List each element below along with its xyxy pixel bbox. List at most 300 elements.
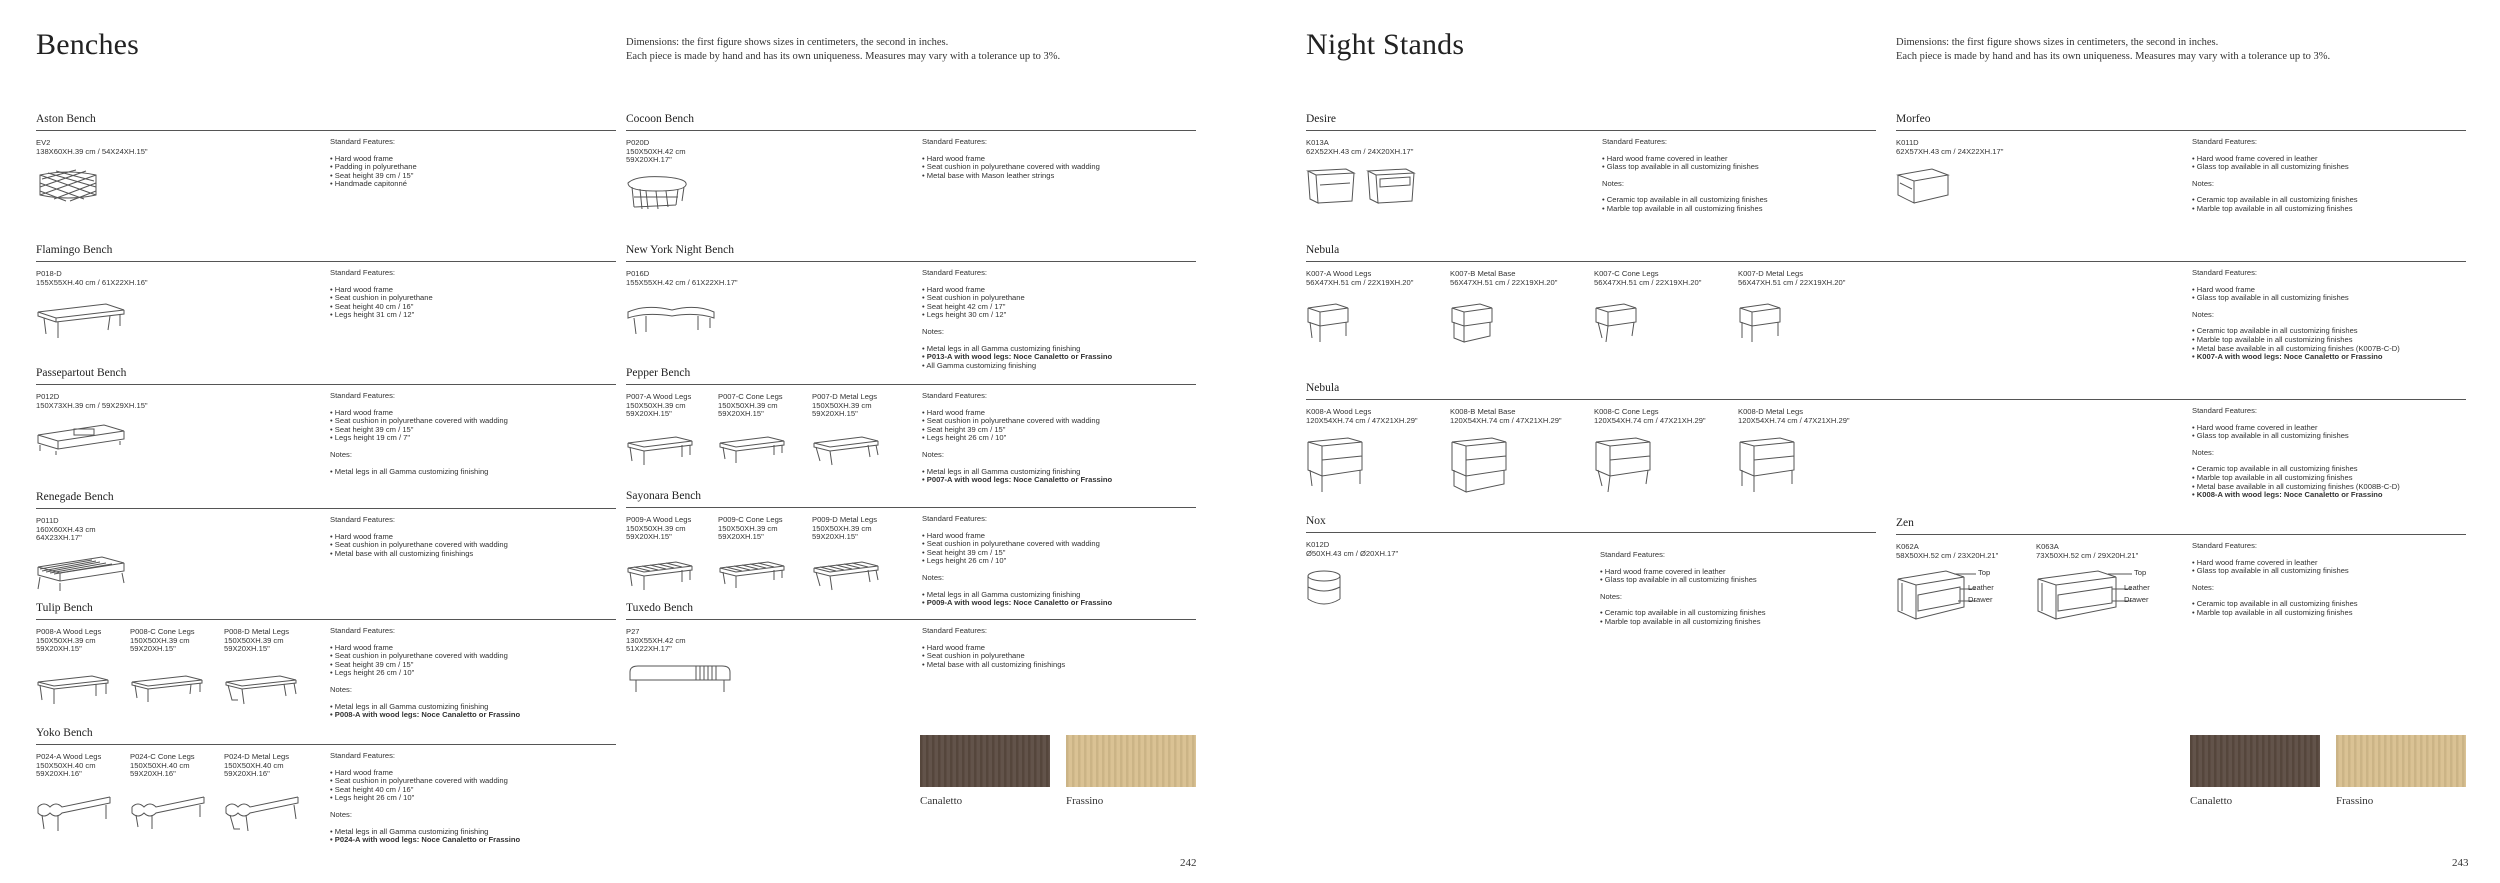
section-title: Flamingo Bench: [36, 244, 616, 262]
note-item: • Ceramic top available in all customizing finishes: [2192, 465, 2400, 474]
feature-item: • Glass top available in all customizing finishes: [2192, 432, 2400, 441]
pepper-bench-cone-legs-drawing: [718, 433, 788, 467]
new-york-night-bench-drawing: [626, 302, 718, 338]
note-item: • P008-A with wood legs: Noce Canaletto or Frassino: [330, 711, 520, 720]
feature-item: • Seat height 39 cm / 15": [330, 172, 417, 181]
note-item: • Metal legs in all Gamma customizing finishing: [922, 345, 1112, 354]
section-flamingo-bench: [36, 244, 616, 320]
variant: [2036, 543, 2138, 560]
feature-item: • Hard wood frame covered in leather: [2192, 424, 2400, 433]
feature-item: • Glass top available in all customizing finishes: [2192, 294, 2400, 303]
variant: [626, 393, 691, 419]
variant: [130, 628, 195, 654]
variant-code: P007-D Metal Legs: [812, 392, 878, 401]
variant-dims: 120X54XH.74 cm / 47X21XH.29": [1738, 415, 1850, 425]
variant-dims: 59X20XH.15": [36, 644, 82, 654]
variant: [626, 516, 691, 542]
nebula-k007b-drawing: [1450, 300, 1496, 346]
features-label: Standard Features:: [922, 626, 988, 635]
swatch-frassino: [2336, 735, 2466, 807]
note-item: • Ceramic top available in all customizing finishes: [2192, 196, 2358, 205]
feature-item: • Hard wood frame: [330, 286, 433, 295]
feature-item: • Metal base with all customizing finishings: [922, 661, 1065, 670]
variant-dims: 59X20XH.15": [718, 409, 764, 419]
variant: [36, 393, 148, 410]
note-item: • P013-A with wood legs: Noce Canaletto or Frassino: [922, 353, 1112, 362]
section-title: New York Night Bench: [626, 244, 1196, 262]
swatch-canaletto: [920, 735, 1050, 807]
feature-item: • Legs height 31 cm / 12": [330, 311, 433, 320]
standard-features: [922, 392, 1112, 485]
variant-dims: 150X50XH.39 cm: [36, 635, 96, 645]
variant-dims: 56X47XH.51 cm / 22X19XH.20": [1450, 277, 1558, 287]
section-cocoon-bench: [626, 113, 1196, 180]
variant: [626, 628, 686, 654]
section-title: Passepartout Bench: [36, 367, 616, 385]
variant: [224, 628, 289, 654]
standard-features: [2192, 542, 2358, 618]
variant-code: P008-A Wood Legs: [36, 627, 102, 636]
feature-item: • Metal base with all customizing finishings: [330, 550, 508, 559]
section-title: Nebula: [1306, 244, 2466, 262]
tulip-bench-wood-legs-drawing: [36, 672, 112, 706]
section-title: Morfeo: [1896, 113, 2466, 131]
variant: [36, 139, 148, 156]
variant: [1896, 139, 2003, 156]
variant: [1896, 543, 1998, 560]
variant: [36, 628, 101, 654]
standard-features: [330, 269, 433, 320]
variant-code: P008-C Cone Legs: [130, 627, 195, 636]
variant-dims: 59X20XH.15": [812, 532, 858, 542]
variant-code: K062A: [1896, 542, 1919, 551]
variant: [718, 393, 783, 419]
variant-dims: 59X20XH.16": [224, 769, 270, 779]
standard-features: [330, 752, 520, 845]
section-title: Tuxedo Bench: [626, 602, 1196, 620]
variant: [1738, 270, 1845, 287]
feature-item: • Hard wood frame covered in leather: [1600, 568, 1766, 577]
standard-features: [2192, 269, 2400, 362]
feature-item: • Seat cushion in polyurethane covered with wadding: [330, 652, 520, 661]
variant-dims: 59X20XH.15": [130, 644, 176, 654]
features-label: Standard Features:: [2192, 268, 2258, 277]
section-aston-bench: [36, 113, 616, 249]
feature-item: • Seat cushion in polyurethane: [922, 294, 1112, 303]
note-item: • Metal base available in all customizing finishes (K008B-C-D): [2192, 483, 2400, 492]
standard-features: [922, 269, 1112, 370]
variant-dims: 56X47XH.51 cm / 22X19XH.20": [1738, 277, 1846, 287]
feature-item: • Seat height 39 cm / 15": [330, 661, 520, 670]
feature-item: • Hard wood frame covered in leather: [1602, 155, 1768, 164]
variant-dims: 62X57XH.43 cm / 24X22XH.17": [1896, 146, 2004, 156]
note-item: • P009-A with wood legs: Noce Canaletto or Frassino: [922, 599, 1112, 608]
variant: [626, 270, 738, 287]
wood-swatch: [2336, 735, 2466, 787]
variant-dims: 150X50XH.39 cm: [812, 400, 872, 410]
page-title: Night Stands: [1306, 28, 1465, 61]
features-label: Standard Features:: [1600, 550, 1666, 559]
features-label: Standard Features:: [2192, 406, 2258, 415]
wood-swatch: [920, 735, 1050, 787]
variant-code: K008-C Cone Legs: [1594, 407, 1659, 416]
nebula-k007c-drawing: [1594, 300, 1640, 346]
variant-code: K008-D Metal Legs: [1738, 407, 1804, 416]
feature-item: • Legs height 26 cm / 10": [330, 794, 520, 803]
features-label: Standard Features:: [330, 137, 396, 146]
section-morfeo: [1896, 113, 2466, 213]
variant-dims: 150X50XH.42 cm: [626, 146, 686, 156]
variant: [36, 517, 96, 543]
variant: [812, 393, 877, 419]
swatch-label: Frassino: [2336, 795, 2374, 807]
yoko-bench-cone-legs-drawing: [130, 793, 210, 835]
variant-code: P018-D: [36, 269, 62, 278]
variant-code: K007-C Cone Legs: [1594, 269, 1659, 278]
variant-code: P024-D Metal Legs: [224, 752, 290, 761]
renegade-bench-drawing: [36, 553, 128, 593]
feature-item: • Seat cushion in polyurethane covered with wadding: [330, 777, 520, 786]
standard-features: [330, 516, 508, 558]
note-item: • Marble top available in all customizing finishes: [2192, 205, 2358, 214]
section-tuxedo-bench: [626, 602, 1196, 669]
feature-item: • Hard wood frame: [330, 409, 508, 418]
variant: [626, 139, 686, 165]
note-item: • Marble top available in all customizing finishes: [2192, 609, 2358, 618]
variant-code: K063A: [2036, 542, 2059, 551]
feature-item: • Hard wood frame covered in leather: [2192, 155, 2358, 164]
nebula-k007d-drawing: [1738, 300, 1784, 346]
section-pepper-bench: [626, 367, 1196, 485]
variant-dims: 62X52XH.43 cm / 24X20XH.17": [1306, 146, 1414, 156]
note-item: • Ceramic top available in all customizing finishes: [1600, 609, 1766, 618]
variant-dims: 155X55XH.42 cm / 61X22XH.17": [626, 277, 738, 287]
feature-item: • Glass top available in all customizing finishes: [1602, 163, 1768, 172]
variant-code: K007-A Wood Legs: [1306, 269, 1372, 278]
variant: [1594, 270, 1701, 287]
variant-code: P009-C Cone Legs: [718, 515, 783, 524]
note-item: • Marble top available in all customizing finishes: [1602, 205, 1768, 214]
dimensions-note: [626, 36, 1146, 64]
variant: [1738, 408, 1850, 425]
variant-dims: 120X54XH.74 cm / 47X21XH.29": [1450, 415, 1562, 425]
nebula-k008b-drawing: [1450, 434, 1510, 496]
feature-item: • Hard wood frame: [2192, 286, 2400, 295]
note-item: • Marble top available in all customizing finishes: [1600, 618, 1766, 627]
variant-dims: Ø50XH.43 cm / Ø20XH.17": [1306, 548, 1399, 558]
features-label: Standard Features:: [2192, 541, 2258, 550]
notes-label: Notes:: [330, 684, 352, 694]
features-label: Standard Features:: [922, 514, 988, 523]
variant-dims: 59X20XH.15": [626, 409, 672, 419]
note-item: • Metal legs in all Gamma customizing finishing: [922, 591, 1112, 600]
variant-code: K008-A Wood Legs: [1306, 407, 1372, 416]
variant-dims: 130X55XH.42 cm: [626, 635, 686, 645]
feature-item: • Hard wood frame: [330, 533, 508, 542]
note-item: • P007-A with wood legs: Noce Canaletto or Frassino: [922, 476, 1112, 485]
standard-features: [1600, 551, 1766, 627]
variant-code: P016D: [626, 269, 650, 278]
variant-code: P27: [626, 627, 640, 636]
notes-label: Notes:: [2192, 447, 2214, 457]
variant-code: K007-D Metal Legs: [1738, 269, 1804, 278]
features-label: Standard Features:: [330, 515, 396, 524]
features-label: Standard Features:: [922, 391, 988, 400]
aston-bench-drawing: [36, 167, 100, 203]
variant-code: P009-A Wood Legs: [626, 515, 692, 524]
variant: [718, 516, 783, 542]
section-title: Zen: [1896, 517, 2466, 535]
note-item: • Metal legs in all Gamma customizing finishing: [922, 468, 1112, 477]
feature-item: • Hard wood frame: [922, 644, 1065, 653]
dimensions-note-line: Each piece is made by hand and has its own uniqueness. Measures may vary with a tolerance up to 3%.: [1896, 51, 2331, 62]
nebula-k007a-drawing: [1306, 300, 1352, 346]
standard-features: [2192, 407, 2400, 500]
standard-features: [2192, 138, 2358, 214]
feature-item: • Hard wood frame: [330, 155, 417, 164]
callout-drawer: Drawer: [2124, 595, 2149, 604]
wood-swatch: [1066, 735, 1196, 787]
note-item: • Metal legs in all Gamma customizing finishing: [330, 468, 508, 477]
note-item: • K008-A with wood legs: Noce Canaletto or Frassino: [2192, 491, 2400, 500]
swatch-label: Canaletto: [920, 795, 963, 807]
callout-top: Top: [2134, 568, 2147, 577]
variant-dims: 51X22XH.17": [626, 644, 672, 654]
variant-dims: 150X50XH.40 cm: [130, 760, 190, 770]
wood-swatch: [2190, 735, 2320, 787]
features-label: Standard Features:: [330, 268, 396, 277]
variant-dims: 155X55XH.40 cm / 61X22XH.16": [36, 277, 148, 287]
sayonara-bench-wood-legs-drawing: [626, 558, 696, 592]
variant-dims: 150X50XH.39 cm: [224, 635, 284, 645]
feature-item: • Glass top available in all customizing finishes: [2192, 567, 2358, 576]
variant: [812, 516, 877, 542]
variant-dims: 59X20XH.15": [626, 532, 672, 542]
feature-item: • Seat height 39 cm / 15": [922, 549, 1112, 558]
feature-item: • Legs height 26 cm / 10": [922, 434, 1112, 443]
variant-dims: 138X60XH.39 cm / 54X24XH.15": [36, 146, 148, 156]
section-nebula-k008: [1306, 382, 2466, 500]
feature-item: • Hard wood frame: [330, 644, 520, 653]
variant-code: P009-D Metal Legs: [812, 515, 878, 524]
flamingo-bench-drawing: [36, 300, 126, 340]
feature-item: • Seat height 39 cm / 15": [330, 426, 508, 435]
variant-dims: 150X50XH.40 cm: [224, 760, 284, 770]
page-number: 243: [2452, 857, 2469, 869]
feature-item: • Seat height 40 cm / 16": [330, 303, 433, 312]
note-item: • Ceramic top available in all customizing finishes: [1602, 196, 1768, 205]
note-item: • P024-A with wood legs: Noce Canaletto or Frassino: [330, 836, 520, 845]
feature-item: • Metal base with Mason leather strings: [922, 172, 1100, 181]
section-title: Cocoon Bench: [626, 113, 1196, 131]
tulip-bench-metal-legs-drawing: [224, 672, 300, 706]
variant-dims: 59X20XH.15": [224, 644, 270, 654]
feature-item: • Seat height 39 cm / 15": [922, 426, 1112, 435]
standard-features: [922, 515, 1112, 608]
variant-dims: 150X50XH.39 cm: [812, 523, 872, 533]
variant: [1594, 408, 1706, 425]
dimensions-note: [1896, 36, 2416, 64]
variant-code: K013A: [1306, 138, 1329, 147]
nox-nightstand-drawing: [1306, 569, 1346, 609]
section-title: Tulip Bench: [36, 602, 616, 620]
variant: [1306, 270, 1413, 287]
feature-item: • Seat cushion in polyurethane covered with wadding: [330, 417, 508, 426]
features-label: Standard Features:: [330, 626, 396, 635]
variant-dims: 150X73XH.39 cm / 59X29XH.15": [36, 400, 148, 410]
variant-code: P024-C Cone Legs: [130, 752, 195, 761]
variant-code: P007-C Cone Legs: [718, 392, 783, 401]
notes-label: Notes:: [2192, 178, 2214, 188]
notes-label: Notes:: [922, 326, 944, 336]
variant-dims: 150X50XH.39 cm: [718, 523, 778, 533]
variant-dims: 160X60XH.43 cm: [36, 524, 96, 534]
standard-features: [922, 627, 1065, 669]
feature-item: • Handmade capitonné: [330, 180, 417, 189]
feature-item: • Seat height 40 cm / 16": [330, 786, 520, 795]
callout-leather: Leather: [2124, 583, 2150, 592]
variant: [1306, 139, 1413, 156]
variant-code: K011D: [1896, 138, 1919, 147]
variant: [224, 753, 289, 779]
feature-item: • Hard wood frame: [922, 409, 1112, 418]
variant: [36, 753, 101, 779]
features-label: Standard Features:: [922, 137, 988, 146]
variant: [1450, 270, 1557, 287]
feature-item: • Hard wood frame: [922, 532, 1112, 541]
dimensions-note-line: Dimensions: the first figure shows sizes in centimeters, the second in inches.: [1896, 37, 2219, 48]
feature-item: • Legs height 19 cm / 7": [330, 434, 508, 443]
feature-item: • Seat height 42 cm / 17": [922, 303, 1112, 312]
section-title: Yoko Bench: [36, 727, 616, 745]
variant-dims: 59X20XH.17": [626, 155, 672, 165]
feature-item: • Hard wood frame: [922, 155, 1100, 164]
section-title: Aston Bench: [36, 113, 616, 131]
dimensions-note-line: Dimensions: the first figure shows sizes in centimeters, the second in inches.: [626, 37, 949, 48]
tuxedo-bench-drawing: [626, 662, 736, 698]
feature-item: • Hard wood frame: [922, 286, 1112, 295]
callout-leather: Leather: [1968, 583, 1994, 592]
variant-dims: 150X50XH.39 cm: [626, 400, 686, 410]
variant-dims: 59X20XH.15": [812, 409, 858, 419]
callout-drawer: Drawer: [1968, 595, 1993, 604]
feature-item: • Legs height 26 cm / 10": [330, 669, 520, 678]
callout-top: Top: [1978, 568, 1991, 577]
standard-features: [330, 392, 508, 476]
note-item: • K007-A with wood legs: Noce Canaletto or Frassino: [2192, 353, 2400, 362]
feature-item: • Seat cushion in polyurethane: [330, 294, 433, 303]
section-tulip-bench: [36, 602, 616, 720]
passepartout-bench-drawing: [36, 421, 126, 457]
section-title: Sayonara Bench: [626, 490, 1196, 508]
nebula-k008a-drawing: [1306, 434, 1366, 496]
section-title: Desire: [1306, 113, 1876, 131]
page-number: 242: [1180, 857, 1197, 869]
variant-dims: 150X50XH.39 cm: [626, 523, 686, 533]
notes-label: Notes:: [1600, 591, 1622, 601]
variant-code: P024-A Wood Legs: [36, 752, 102, 761]
note-item: • Metal legs in all Gamma customizing finishing: [330, 828, 520, 837]
variant-dims: 150X50XH.40 cm: [36, 760, 96, 770]
notes-label: Notes:: [2192, 309, 2214, 319]
variant-dims: 150X50XH.39 cm: [130, 635, 190, 645]
feature-item: • Padding in polyurethane: [330, 163, 417, 172]
sayonara-bench-cone-legs-drawing: [718, 558, 788, 592]
swatch-frassino: [1066, 735, 1196, 807]
section-title: Renegade Bench: [36, 491, 616, 509]
section-desire: [1306, 113, 1876, 213]
feature-item: • Legs height 26 cm / 10": [922, 557, 1112, 566]
variant-dims: 73X50XH.52 cm / 29X20H.21": [2036, 550, 2139, 560]
note-item: • Marble top available in all customizing finishes: [2192, 336, 2400, 345]
features-label: Standard Features:: [1602, 137, 1668, 146]
variant-dims: 59X20XH.16": [130, 769, 176, 779]
sayonara-bench-metal-legs-drawing: [812, 558, 882, 592]
variant-dims: 59X20XH.16": [36, 769, 82, 779]
note-item: • Ceramic top available in all customizing finishes: [2192, 600, 2358, 609]
tulip-bench-cone-legs-drawing: [130, 672, 206, 706]
section-nox: [1306, 515, 1876, 626]
notes-label: Notes:: [2192, 582, 2214, 592]
standard-features: [330, 627, 520, 720]
variant: [36, 270, 148, 287]
variant-dims: 64X23XH.17": [36, 533, 82, 543]
variant: [1450, 408, 1562, 425]
note-item: • Metal base available in all customizing finishes (K007B-C-D): [2192, 345, 2400, 354]
variant-code: P008-D Metal Legs: [224, 627, 290, 636]
note-item: • All Gamma customizing finishing: [922, 362, 1112, 371]
variant-dims: 120X54XH.74 cm / 47X21XH.29": [1306, 415, 1418, 425]
features-label: Standard Features:: [330, 751, 396, 760]
feature-item: • Hard wood frame: [330, 769, 520, 778]
variant-code: P020D: [626, 138, 650, 147]
variant-code: P007-A Wood Legs: [626, 392, 692, 401]
nebula-k008d-drawing: [1738, 434, 1798, 496]
feature-item: • Hard wood frame covered in leather: [2192, 559, 2358, 568]
section-yoko-bench: [36, 727, 616, 845]
swatch-label: Canaletto: [2190, 795, 2233, 807]
features-label: Standard Features:: [922, 268, 988, 277]
standard-features: [330, 138, 417, 189]
feature-item: • Seat cushion in polyurethane covered with wadding: [922, 163, 1100, 172]
morfeo-nightstand-drawing: [1896, 165, 1952, 207]
pepper-bench-wood-legs-drawing: [626, 433, 696, 467]
pepper-bench-metal-legs-drawing: [812, 433, 882, 467]
variant-code: P011D: [36, 516, 59, 525]
page-title: Benches: [36, 28, 140, 61]
note-item: • Ceramic top available in all customizing finishes: [2192, 327, 2400, 336]
variant-dims: 59X20XH.15": [718, 532, 764, 542]
feature-item: • Seat cushion in polyurethane covered with wadding: [922, 417, 1112, 426]
standard-features: [922, 138, 1100, 180]
variant: [130, 753, 195, 779]
yoko-bench-wood-legs-drawing: [36, 793, 116, 835]
variant-dims: 120X54XH.74 cm / 47X21XH.29": [1594, 415, 1706, 425]
cocoon-bench-drawing: [626, 173, 690, 215]
desire-nightstand-drawing: [1306, 165, 1426, 209]
standard-features: [1602, 138, 1768, 214]
variant-dims: 58X50XH.52 cm / 23X20H.21": [1896, 550, 1999, 560]
feature-item: • Seat cushion in polyurethane: [922, 652, 1065, 661]
feature-item: • Glass top available in all customizing finishes: [1600, 576, 1766, 585]
section-title: Pepper Bench: [626, 367, 1196, 385]
section-renegade-bench: [36, 491, 616, 558]
yoko-bench-metal-legs-drawing: [224, 793, 304, 835]
swatch-label: Frassino: [1066, 795, 1104, 807]
variant-dims: 150X50XH.39 cm: [718, 400, 778, 410]
section-nebula-k007: [1306, 244, 2466, 362]
notes-label: Notes:: [922, 449, 944, 459]
